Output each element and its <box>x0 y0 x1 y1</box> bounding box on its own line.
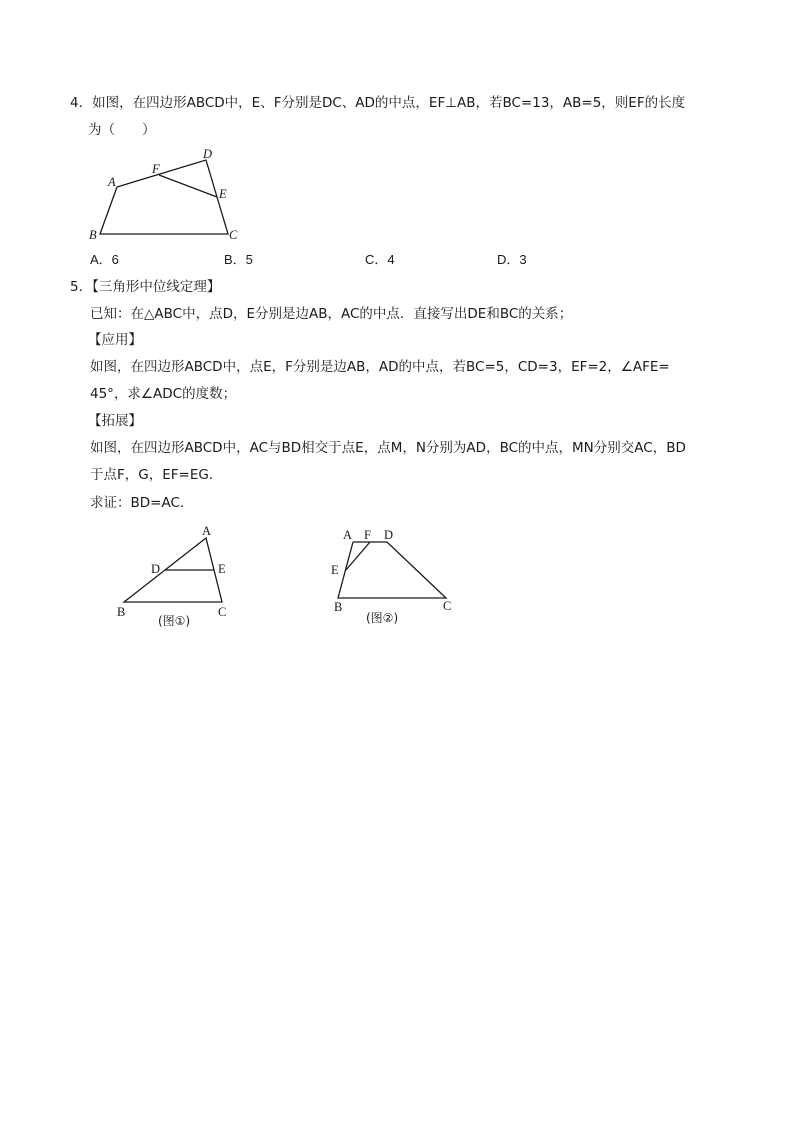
q4-stem-line2: 为（ ） <box>88 122 156 138</box>
q4-choice-a: A．6 <box>90 252 119 267</box>
fig2-label-a: A <box>343 528 353 542</box>
fig2-label-c: C <box>443 599 452 613</box>
fig2-quadrilateral <box>338 542 446 598</box>
q4-label-b: B <box>89 228 97 242</box>
fig1-label-c: C <box>218 605 227 619</box>
q5-known: 已知：在△ABC中，点D，E分别是边AB，AC的中点．直接写出DE和BC的关系； <box>90 306 573 322</box>
q4-choice-d: D．3 <box>497 252 527 267</box>
q4-label-e: E <box>219 187 227 201</box>
q5-extend-line1: 如图，在四边形ABCD中，AC与BD相交于点E，点M，N分别为AD，BC的中点，MN分别交AC，BD <box>90 440 686 456</box>
fig2-label-d: D <box>384 528 394 542</box>
q5-figure-2 <box>326 522 466 634</box>
q4-stem-line1: 4．如图，在四边形ABCD中，E、F分别是DC、AD的中点，EF⊥AB，若BC=13，AB=5，则EF的长度 <box>70 95 686 111</box>
fig1-label-a: A <box>202 524 212 538</box>
fig1-label-e: E <box>218 562 226 576</box>
fig2-caption: (图②) <box>366 611 399 625</box>
q4-choice-c: C．4 <box>365 252 395 267</box>
fig2-label-b: B <box>334 600 343 614</box>
q4-label-d: D <box>203 147 213 161</box>
q4-label-c: C <box>229 228 238 242</box>
fig2-label-e: E <box>331 563 339 577</box>
fig1-label-b: B <box>117 605 126 619</box>
q4-label-a: A <box>108 175 116 189</box>
q5-extend-line2: 于点F，G，EF=EG． <box>90 467 223 483</box>
q4-quadrilateral <box>100 160 228 234</box>
q4-segment-ef <box>159 175 217 197</box>
fig1-caption: (图①) <box>158 614 191 628</box>
q5-apply-line2: 45°，求∠ADC的度数； <box>90 386 237 402</box>
q5-apply-title: 【应用】 <box>88 332 142 348</box>
fig1-label-d: D <box>151 562 161 576</box>
q5-figure-1 <box>112 522 262 634</box>
q4-choice-b: B．5 <box>224 252 253 267</box>
q5-prove: 求证：BD=AC． <box>90 495 194 511</box>
fig2-label-f: F <box>364 528 371 542</box>
q5-apply-line1: 如图，在四边形ABCD中，点E，F分别是边AB，AD的中点，若BC=5，CD=3，EF=2，∠AFE= <box>90 359 670 375</box>
q5-title: 5．【三角形中位线定理】 <box>70 279 221 295</box>
q4-label-f: F <box>152 162 160 176</box>
q4-figure <box>86 148 246 248</box>
q5-extend-title: 【拓展】 <box>88 413 142 429</box>
